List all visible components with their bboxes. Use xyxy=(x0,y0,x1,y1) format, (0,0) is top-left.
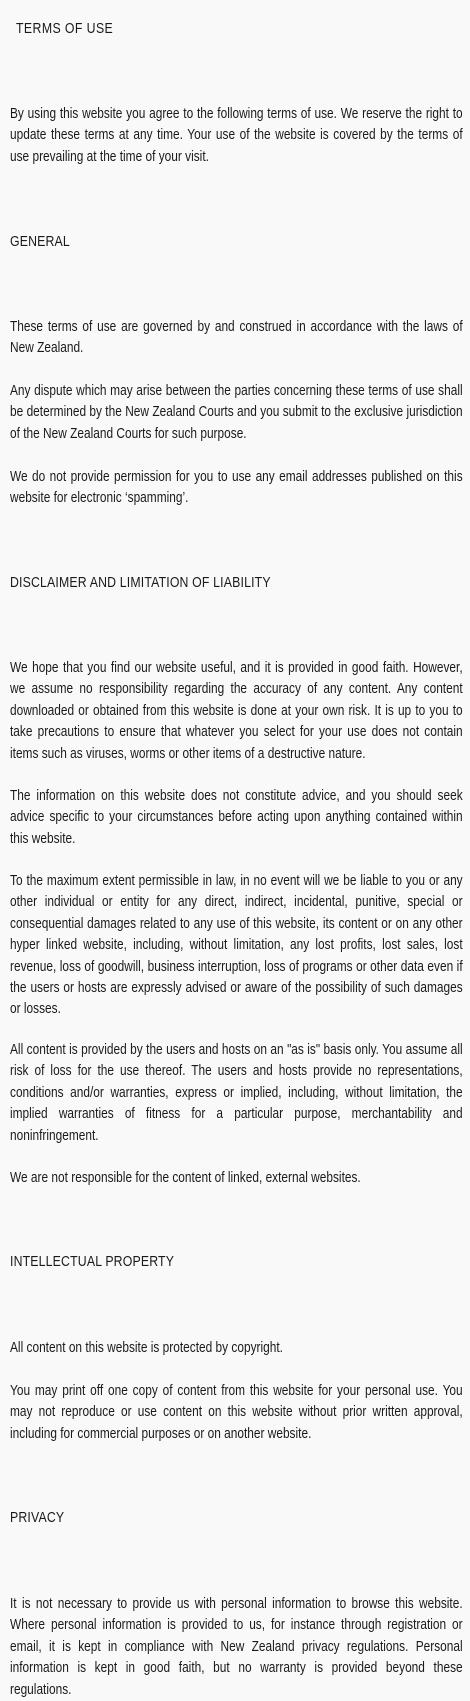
section-heading-disclaimer: DISCLAIMER AND LIMITATION OF LIABILITY xyxy=(10,574,271,591)
ip-paragraph-2: You may print off one copy of content from this website for your personal use. You may not reproduce or use content on this website without prior written approval, including for commercial purposes or on another website. xyxy=(10,1383,463,1442)
privacy-paragraph-1: It is not necessary to provide us with personal information to browse this website. Where personal information is provided to us, for instance through registration or email, it is kept in compliance with New Zealand privacy regulations. Personal information is kept in good faith, but no warranty is provided beyond these regulations. xyxy=(10,1596,463,1698)
intro-paragraph: By using this website you agree to the following terms of use. We reserve the right to update these terms at any time. Your use of the website is covered by the terms of use prevailing at the time of your visit. xyxy=(10,106,463,165)
disclaimer-paragraph-1: We hope that you find our website useful, and it is provided in good faith. However, we assume no responsibility regarding the accuracy of any content. Any content downloaded or obtained from this website is done at your own risk. It is up to you to take precautions to ensure that whatever you select for your use does not contain items such as viruses, worms or other items of a destructive nature. xyxy=(10,660,463,762)
general-paragraph-1: These terms of use are governed by and construed in accordance with the laws of New Zealand. xyxy=(10,319,463,357)
disclaimer-paragraph-2: The information on this website does not constitute advice, and you should seek advice specific to your circumstances before acting upon anything contained within this website. xyxy=(10,788,463,847)
section-heading-privacy: PRIVACY xyxy=(10,1509,65,1526)
general-paragraph-2: Any dispute which may arise between the parties concerning these terms of use shall be determined by the New Zealand Courts and you submit to the exclusive jurisdiction of the New Zealand Courts for such purpose. xyxy=(10,383,463,442)
section-heading-intellectual-property: INTELLECTUAL PROPERTY xyxy=(10,1253,175,1270)
page-title: TERMS OF USE xyxy=(16,20,114,37)
disclaimer-paragraph-4: All content is provided by the users and hosts on an "as is" basis only. You assume all risk of loss for the use thereof. The users and hosts provide no representations, conditions and/or warranties, express or implied, including, without limitation, the implied warranties of fitness for a particular purpose, merchantability and noninfringement. xyxy=(10,1042,463,1144)
ip-paragraph-1: All content on this website is protected by copyright. xyxy=(10,1340,283,1356)
section-heading-general: GENERAL xyxy=(10,233,70,250)
general-paragraph-3: We do not provide permission for you to use any email addresses published on this website for electronic ‘spamming’. xyxy=(10,469,463,507)
disclaimer-paragraph-3: To the maximum extent permissible in law, in no event will we be liable to you or any other individual or entity for any direct, indirect, incidental, punitive, special or consequential damages related to any use of this website, its content or on any other hyper linked website, including, without limitation, any lost profits, lost sales, lost revenue, loss of goodwill, business interruption, loss of programs or other data even if the users or hosts are expressly advised or aware of the possibility of such damages or losses. xyxy=(10,873,463,1018)
disclaimer-paragraph-5: We are not responsible for the content of linked, external websites. xyxy=(10,1170,361,1186)
